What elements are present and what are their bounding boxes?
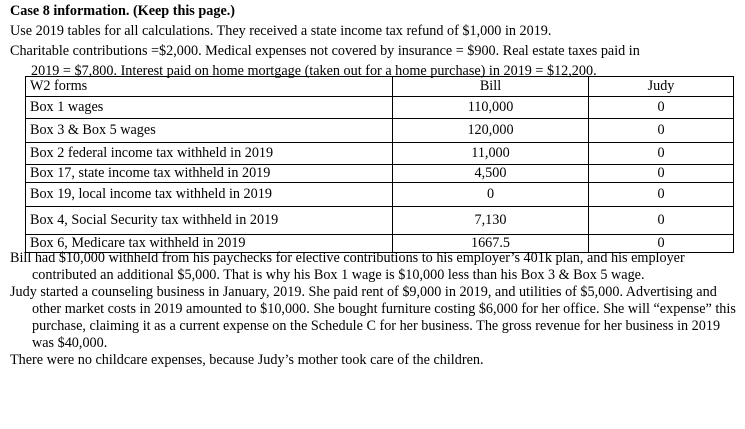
document — [10, 2, 738, 81]
table-row — [26, 165, 734, 183]
table-row — [26, 119, 734, 143]
table-row — [26, 183, 734, 207]
notes — [10, 250, 740, 369]
row-label: Box 3 & Box 5 wages — [26, 119, 393, 143]
table-row — [26, 97, 734, 119]
bill-paragraph: Bill had $10,000 withheld from his paychecks for elective contributions to his employer’s 401k plan, and his employer contributed an additional $5,000. That is why his Box 1 wage is $10,000 less than his Box 3 & Box 5 wage. — [10, 250, 685, 283]
row-judy-value: 0 — [589, 235, 734, 253]
row-judy-value: 0 — [589, 119, 734, 143]
judy-paragraph: Judy started a counseling business in January, 2019. She paid rent of $9,000 in 2019, and utilities of $5,000. Advertising and other market costs in 2019 amounted to $10,000. She bought furniture costing $6,000 for her office. She will “expense” this purchase, claiming it as a current expense on the Schedule C for her business. The gross revenue for her business in 2019 was $40,000. — [10, 284, 736, 351]
intro-line-3: 2019 = $7,800. Interest paid on home mortgage (taken out for a home purchase) in 2019 = $12,200. — [31, 63, 597, 79]
header-bill: Bill — [393, 77, 589, 97]
row-label: Box 2 federal income tax withheld in 2019 — [26, 143, 393, 165]
row-bill-value: 110,000 — [393, 97, 589, 119]
row-judy-value: 0 — [589, 97, 734, 119]
row-bill-value: 11,000 — [393, 143, 589, 165]
row-label: Box 4, Social Security tax withheld in 2019 — [26, 207, 393, 235]
row-bill-value: 7,130 — [393, 207, 589, 235]
header-w2-forms: W2 forms — [26, 77, 393, 97]
w2-table — [25, 76, 734, 253]
row-label: Box 19, local income tax withheld in 2019 — [26, 183, 393, 207]
row-judy-value: 0 — [589, 165, 734, 183]
row-bill-value: 0 — [393, 183, 589, 207]
row-judy-value: 0 — [589, 207, 734, 235]
header-judy: Judy — [589, 77, 734, 97]
row-label: Box 1 wages — [26, 97, 393, 119]
row-bill-value: 4,500 — [393, 165, 589, 183]
row-label: Box 6, Medicare tax withheld in 2019 — [26, 235, 393, 253]
intro-line-2: Charitable contributions =$2,000. Medical expenses not covered by insurance = $900. Real estate taxes paid in — [10, 43, 640, 59]
page-title: Case 8 information. (Keep this page.) — [10, 3, 236, 19]
row-bill-value: 120,000 — [393, 119, 589, 143]
table-header-row — [26, 77, 734, 97]
row-label: Box 17, state income tax withheld in 2019 — [26, 165, 393, 183]
childcare-paragraph: There were no childcare expenses, because Judy’s mother took care of the children. — [10, 352, 484, 368]
table-row — [26, 207, 734, 235]
intro-line-1: Use 2019 tables for all calculations. They received a state income tax refund of $1,000 in 2019. — [10, 23, 552, 39]
row-judy-value: 0 — [589, 143, 734, 165]
row-judy-value: 0 — [589, 183, 734, 207]
row-bill-value: 1667.5 — [393, 235, 589, 253]
table-row — [26, 143, 734, 165]
